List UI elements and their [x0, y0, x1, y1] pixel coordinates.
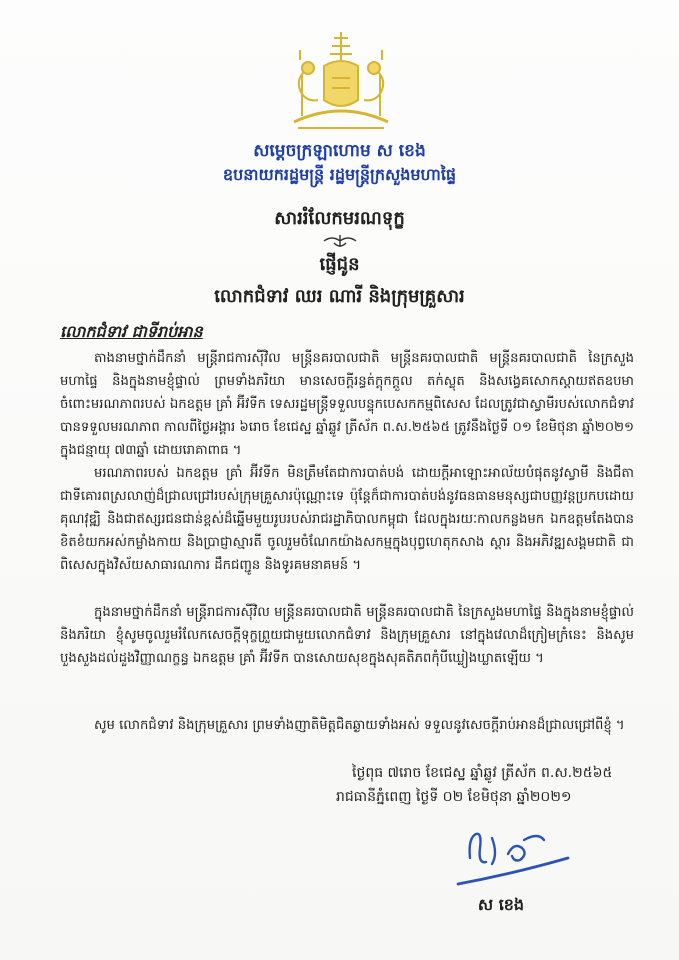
signature-icon	[452, 818, 572, 892]
sender-title: ឧបនាយករដ្ឋមន្ត្រី រដ្ឋមន្ត្រីក្រសួងមហាផ្ទៃ	[222, 165, 457, 184]
royal-emblem-icon	[284, 30, 398, 134]
salutation: លោកជំទាវ ជាទីរាប់អាន	[60, 322, 203, 341]
paragraph-2: មរណភាពរបស់ ឯកឧត្ដម គ្រាំ អ៊ីវទីក មិនត្រឹមតែជាការបាត់បង់ ដោយក្ដីអាឡោះអាល័យបំផុតនូវស្វាមី និងជីតា ជាទីគោរពស្រលាញ់ដ៏ជ្រាលជ្រៅរបស់ក្រុមគ្រួសារប៉ុណ្ណោះទេ ប៉ុន្តែក៏ជាការបាត់បង់នូវធនធានមនុស្សជាបញ្ញវន្តប្រកបដោយគុណវុឌ្ឍិ និងជាឥស្សរជនជាន់ខ្ពស់ដ៏ឆ្នើមមួយរូបរបស់រាជរដ្ឋាភិបាលកម្ពុជា ដែលក្នុងរយៈកាលកន្លងមក ឯកឧត្ដមតែងបានខិតខំយកអស់កម្លាំងកាយ និងប្រាជ្ញាស្មារតី ចូលរួមចំណែកយ៉ាងសកម្មក្នុងបុព្វហេតុកសាង ស្តារ និងអភិវឌ្ឍសង្គមជាតិ ជាពិសេសក្នុងវិស័យសាធារណការ ដឹកជញ្ជូន និងទូរគមនាគមន៍ ។	[60, 466, 634, 573]
paragraph-1: តាងនាមថ្នាក់ដឹកនាំ មន្ត្រីរាជការស៊ីវិល មន្ត្រីនគរបាលជាតិ មន្ត្រីនគរបាលជាតិ មន្ត្រីនគរបាលជាតិ នៃក្រសួងមហាផ្ទៃ និងក្នុងនាមខ្ញុំផ្ទាល់ ព្រមទាំងភរិយា មានសេចក្ដីរន្ធត់ក្ដុកក្ដួល តក់ស្លុត និងសង្វេគសោកស្ដាយឥតឧបមាចំពោះមរណភាពរបស់ ឯកឧត្ដម គ្រាំ អ៊ីវទីក ទេសរដ្ឋមន្ត្រីទទួលបន្ទុកបេសកកម្មពិសេស ដែលត្រូវជាស្វាមីរបស់លោកជំទាវ បានទទួលមរណភាព កាលពីថ្ងៃអង្គារ ៦រោច ខែជេស្ឋ ឆ្នាំឆ្លូវ ត្រីស័ក ព.ស.២៥៦៥ ត្រូវនឹងថ្ងៃទី ០១ ខែមិថុនា ឆ្នាំ២០២១ ក្នុងជន្មាយុ ៧៣ឆ្នាំ ដោយរោគាពាធ ។	[60, 351, 634, 458]
letter-title: សាររំលែកមរណទុក្ខ	[274, 208, 405, 229]
paragraph-3: ក្នុងនាមថ្នាក់ដឹកនាំ មន្ត្រីរាជការស៊ីវិល មន្ត្រីនគរបាលជាតិ មន្ត្រីនគរបាលជាតិ នៃក្រសួងមហាផ្ទៃ និងក្នុងនាមខ្ញុំផ្ទាល់ និងភរិយា ខ្ញុំសូមចូលរួមរំលែកសេចក្ដីទុក្ខព្រួយជាមួយលោកជំទាវ និងក្រុមគ្រួសារ នៅក្នុងវេលាដ៏ក្រៀមក្រំនេះ និងសូមបួងសួងដល់ដួងវិញ្ញាណក្ខន្ធ ឯកឧត្ដម គ្រាំ អ៊ីវទីក បានសោយសុខក្នុងសុគតិភពកុំបីឃ្លៀងឃ្លាតឡើយ ។	[60, 605, 634, 666]
signer-name: ស ខេង	[477, 895, 525, 914]
date-solar: រាជធានីភ្នំពេញ ថ្ងៃទី ០២ ខែមិថុនា ឆ្នាំ២០២១	[336, 789, 572, 805]
ornament-icon	[322, 233, 358, 249]
sender-name: សម្ដេចក្រឡាហោម ស ខេង	[253, 141, 426, 161]
to-label: ផ្ញើជូន	[319, 254, 360, 275]
recipient: លោកជំទាវ ឈរ ណារី និងក្រុមគ្រួសារ	[214, 286, 465, 307]
date-lunar: ថ្ងៃពុធ ៧រោច ខែជេស្ឋ ឆ្នាំឆ្លូវ ត្រីស័ក ព.ស.២៥៦៥	[352, 765, 613, 781]
paragraph-4: សូម លោកជំទាវ និងក្រុមគ្រួសារ ព្រមទាំងញាតិមិត្តជិតឆ្ងាយទាំងអស់ ទទួលនូវសេចក្ដីរាប់អានដ៏ជ្រាលជ្រៅពីខ្ញុំ ។	[94, 718, 625, 733]
